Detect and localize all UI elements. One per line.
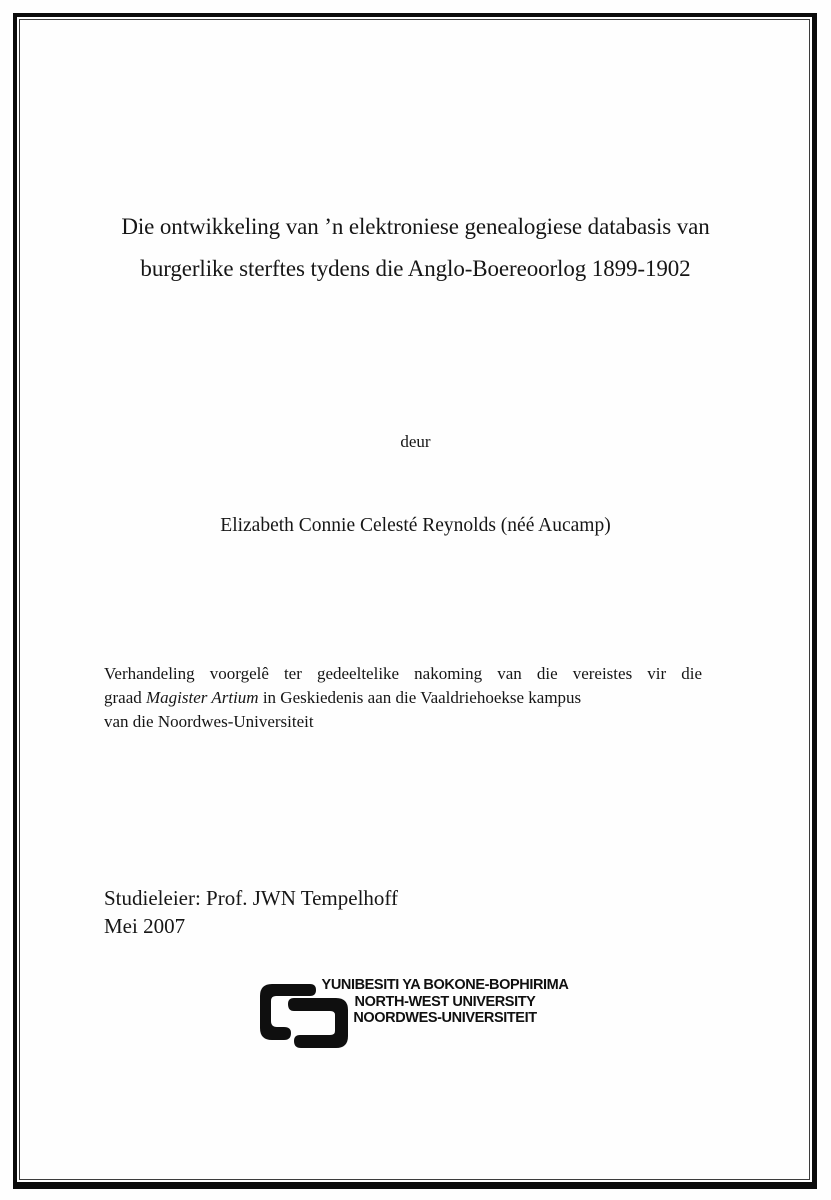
supervisor-line: Studieleier: Prof. JWN Tempelhoff [104, 886, 399, 910]
degree-statement-line2 [104, 686, 702, 710]
degree-statement-line3: van die Noordwes-Universiteit [104, 712, 314, 731]
university-name-english: NORTH-WEST UNIVERSITY [354, 993, 536, 1010]
byline-deur: deur [400, 432, 431, 451]
degree-name-italic: Magister Artium [146, 688, 259, 707]
author-name: Elizabeth Connie Celesté Reynolds (néé Aucamp) [220, 515, 611, 536]
university-name-afrikaans: NOORDWES-UNIVERSITEIT [353, 1010, 537, 1026]
thesis-title-line2: burgerlike sterftes tydens die Anglo-Boereoorlog 1899-1902 [140, 256, 691, 281]
degree-statement-line2-suffix: in Geskiedenis aan die Vaaldriehoekse kampus [258, 688, 582, 707]
degree-statement [104, 662, 702, 734]
university-names [316, 977, 574, 1027]
thesis-title-line1: Die ontwikkeling van ’n elektroniese genealogiese databasis van [121, 214, 710, 239]
thesis-title [40, 206, 791, 290]
degree-statement-line2-prefix: graad [104, 688, 147, 707]
degree-statement-line1: Verhandeling voorgelê ter gedeeltelike nakoming van die vereistes vir die [104, 664, 702, 683]
supervisor-block [104, 884, 398, 940]
date-line: Mei 2007 [104, 914, 186, 938]
university-name-setswana: YUNIBESITI YA BOKONE-BOPHIRIMA [321, 977, 569, 993]
